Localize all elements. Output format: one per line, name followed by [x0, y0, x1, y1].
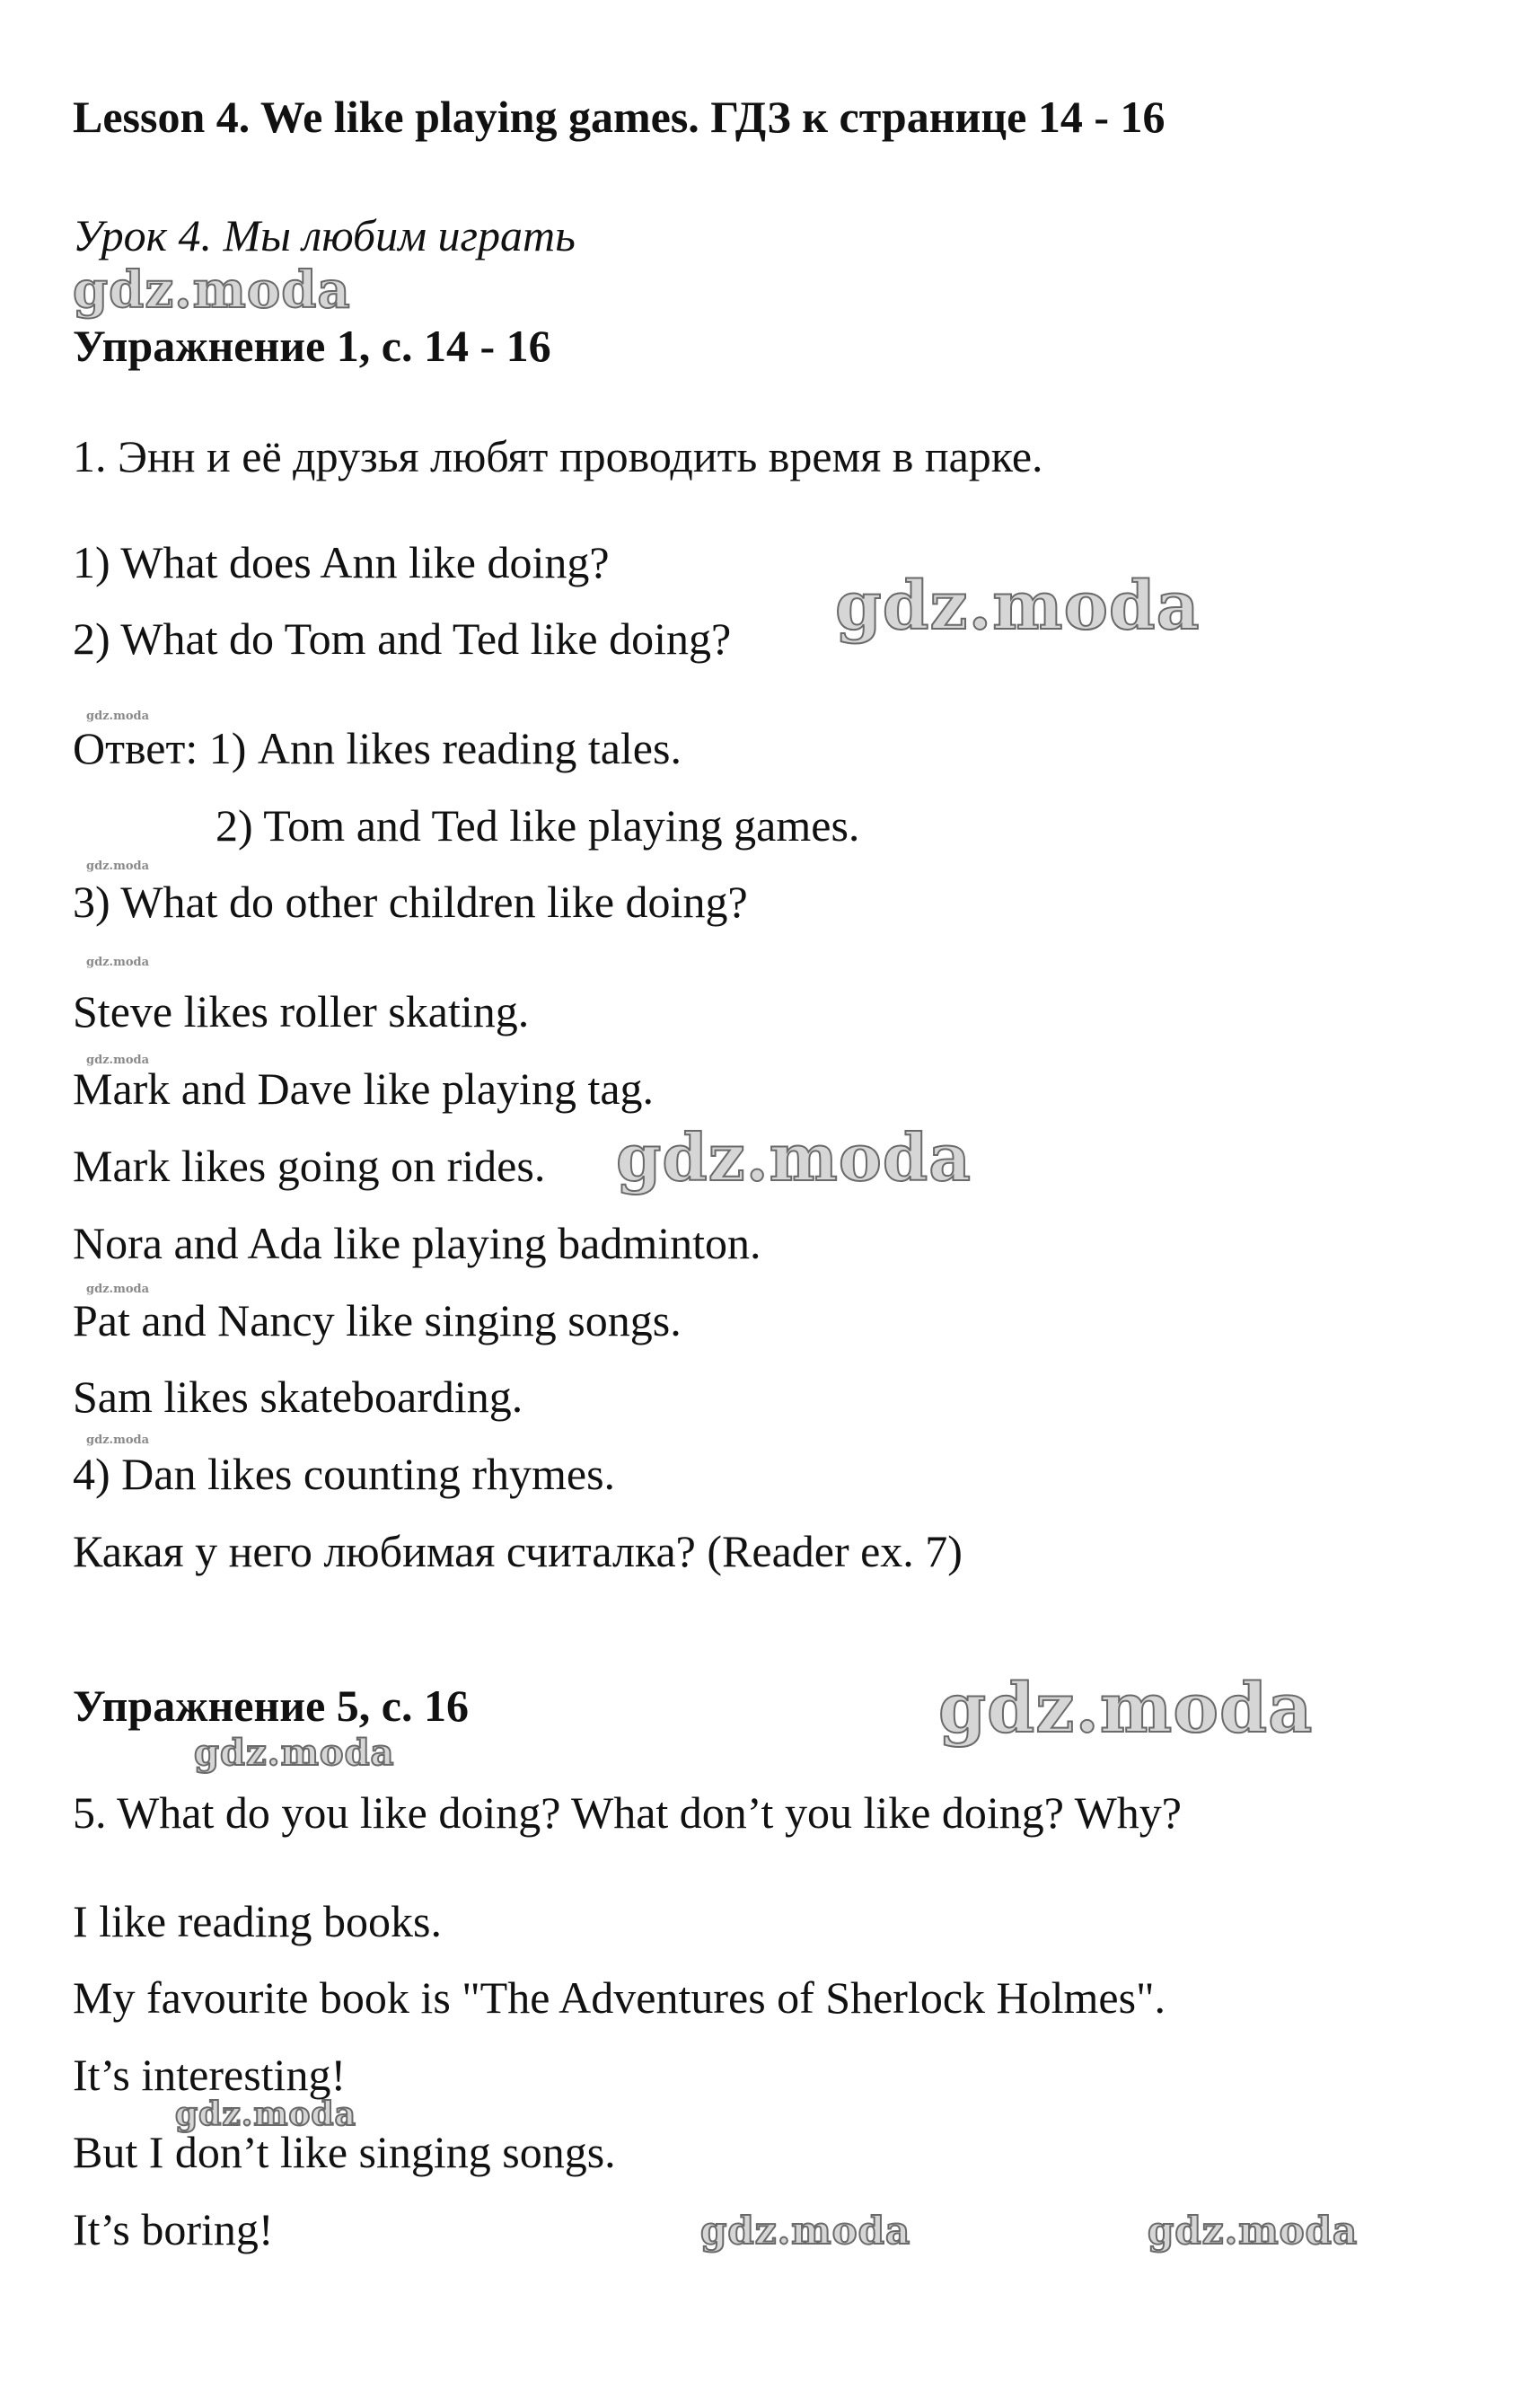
question-3: 3) What do other children like doing?	[73, 877, 748, 927]
answer-line: 4) Dan likes counting rhymes.	[73, 1449, 616, 1499]
watermark-logo: gdz.moda	[1148, 2209, 1359, 2253]
watermark-small: gdz.moda	[86, 1433, 150, 1447]
answer-line: Sam likes skateboarding.	[73, 1372, 523, 1422]
watermark-logo: gdz.moda	[700, 2209, 911, 2253]
answer-line: Pat and Nancy like singing songs.	[73, 1295, 682, 1345]
answer-line-2: 2) Tom and Ted like playing games.	[216, 800, 860, 851]
answer-line: Steve likes roller skating.	[73, 986, 530, 1036]
watermark-small: gdz.moda	[86, 710, 150, 723]
answer-line: My favourite book is "The Adventures of Sherlock Holmes".	[73, 1972, 1166, 2023]
watermark-small: gdz.moda	[86, 860, 150, 873]
answer-line: Какая у него любимая считалка? (Reader ex. 7)	[73, 1526, 963, 1576]
exercise-1-heading: Упражнение 1, с. 14 - 16	[73, 321, 551, 371]
answer-line: It’s boring!	[73, 2204, 274, 2254]
answer-line: It’s interesting!	[73, 2050, 347, 2100]
page-title: Lesson 4. We like playing games. ГДЗ к странице 14 - 16	[73, 92, 1166, 142]
watermark-small: gdz.moda	[86, 1054, 150, 1067]
question-1: 1) What does Ann like doing?	[73, 537, 610, 587]
answer-line: Mark and Dave like playing tag.	[73, 1063, 655, 1114]
watermark-logo: gdz.moda	[73, 260, 351, 320]
watermark-logo: gdz.moda	[616, 1119, 972, 1195]
watermark-logo: gdz.moda	[194, 1732, 395, 1774]
answer-line: Nora and Ada like playing badminton.	[73, 1218, 761, 1268]
question-2: 2) What do Tom and Ted like doing?	[73, 613, 732, 664]
watermark-logo: gdz.moda	[175, 2095, 356, 2133]
watermark-logo: gdz.moda	[835, 568, 1201, 645]
lesson-subtitle: Урок 4. Мы любим играть	[73, 210, 576, 260]
answer-line: I like reading books.	[73, 1896, 443, 1946]
watermark-logo: gdz.moda	[938, 1668, 1314, 1748]
answer-line: Mark likes going on rides.	[73, 1141, 546, 1191]
exercise-5-question: 5. What do you like doing? What don’t you like doing? Why?	[73, 1787, 1182, 1838]
exercise-5-heading: Упражнение 5, с. 16	[73, 1680, 469, 1731]
answer-line-1: Ответ: 1) Ann likes reading tales.	[73, 723, 682, 773]
exercise-1-intro: 1. Энн и её друзья любят проводить время в парке.	[73, 431, 1043, 481]
watermark-small: gdz.moda	[86, 1283, 150, 1296]
watermark-small: gdz.moda	[86, 956, 150, 969]
answer-line: But I don’t like singing songs.	[73, 2127, 616, 2177]
